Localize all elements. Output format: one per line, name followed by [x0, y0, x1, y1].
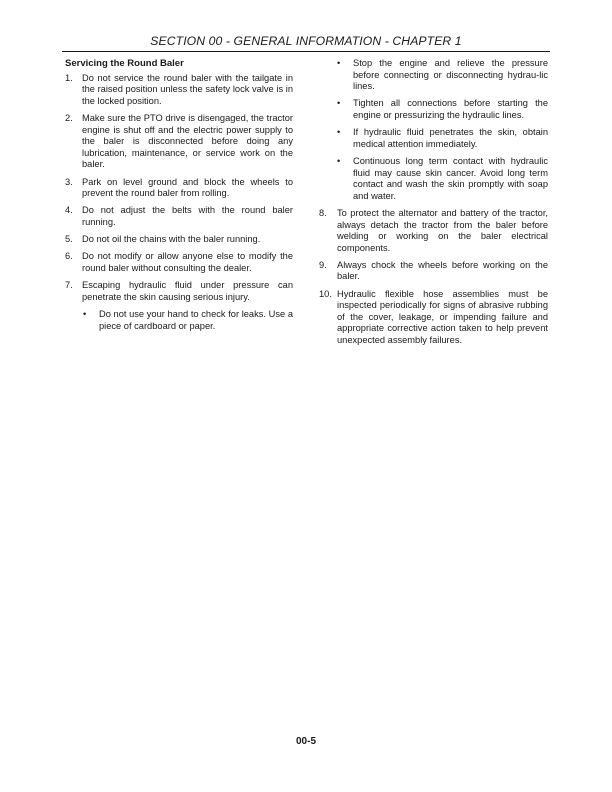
list-item — [65, 251, 293, 274]
item-text: Do not service the round baler with the tailgate in the raised position unless the safety lock valve is in the locked position. — [82, 72, 293, 106]
list-item — [319, 289, 548, 347]
bullet-list — [319, 58, 548, 202]
bullet-icon: • — [337, 58, 341, 68]
item-text: To protect the alternator and battery of the tractor, always detach the tractor from the baler before welding or working on the baler electrical components. — [337, 207, 548, 253]
section-title: Servicing the Round Baler — [65, 58, 184, 69]
bullet-icon: • — [337, 155, 341, 166]
bullet-item — [319, 58, 548, 93]
page-header: SECTION 00 - GENERAL INFORMATION - CHAPTER 1 — [150, 34, 462, 48]
item-text: Escaping hydraulic fluid under pressure can penetrate the skin causing serious injury. — [82, 280, 293, 302]
bullet-item — [65, 309, 293, 332]
list-item — [65, 280, 293, 303]
bullet-item — [319, 127, 548, 150]
bullet-icon: • — [337, 98, 341, 109]
item-text: Park on level ground and block the wheels to prevent the round baler from rolling. — [82, 176, 293, 199]
item-text: Do not adjust the belts with the round baler running. — [82, 205, 293, 227]
list-item — [65, 177, 293, 200]
item-text: Hydraulic flexible hose assemblies must be inspected periodically for signs of abrasive rubbing of the cover, leakage, or impending failure and appropriate corrective action taken to help prevent unexpected assembly failures. — [337, 288, 548, 346]
item-number: 1. — [65, 72, 73, 83]
list-item — [65, 113, 293, 171]
list-item — [65, 73, 293, 108]
item-text: Make sure the PTO drive is disengaged, the tractor engine is shut off and the electric power supply to the baler is disconnected before doing any lubrication, maintenance, or service work on the baler. — [82, 112, 293, 170]
bullet-text: Continuous long term contact with hydraulic fluid may cause skin cancer. Avoid long term contact and wash the skin promptly with soap and water. — [353, 155, 548, 201]
item-text: Do not oil the chains with the baler running. — [82, 234, 261, 245]
page-number: 00-5 — [295, 736, 316, 747]
item-text: Always chock the wheels before working on the baler. — [337, 259, 548, 282]
item-number: 7. — [65, 280, 73, 291]
list-item — [319, 208, 548, 254]
item-number: 3. — [65, 176, 73, 187]
bullet-item — [319, 156, 548, 202]
bullet-icon: • — [337, 127, 341, 138]
item-number: 8. — [319, 207, 327, 218]
item-number: 6. — [65, 251, 73, 262]
bullet-text: Stop the engine and relieve the pressure before connecting or disconnecting hydrau-lic lines. — [353, 58, 548, 92]
bullet-text: Tighten all connections before starting the engine or pressurizing the hydraulic lines. — [353, 98, 548, 120]
list-item — [65, 205, 293, 228]
item-number: 9. — [319, 259, 327, 270]
bullet-text: Do not use your hand to check for leaks. Use a piece of cardboard or paper. — [99, 309, 293, 331]
item-number: 2. — [65, 112, 73, 123]
bullet-icon: • — [83, 309, 87, 320]
item-number: 4. — [65, 205, 73, 216]
bullet-list — [65, 309, 293, 332]
list-item — [319, 260, 548, 283]
left-column — [65, 58, 293, 338]
bullet-item — [319, 98, 548, 121]
list-item — [65, 234, 293, 246]
item-number: 10. — [319, 288, 332, 299]
header-rule — [62, 51, 550, 52]
bullet-text: If hydraulic fluid penetrates the skin, obtain medical attention immediately. — [353, 127, 548, 149]
item-text: Do not modify or allow anyone else to modify the round baler without consulting the dealer. — [82, 251, 293, 273]
item-number: 5. — [65, 234, 73, 245]
right-column — [319, 58, 548, 352]
